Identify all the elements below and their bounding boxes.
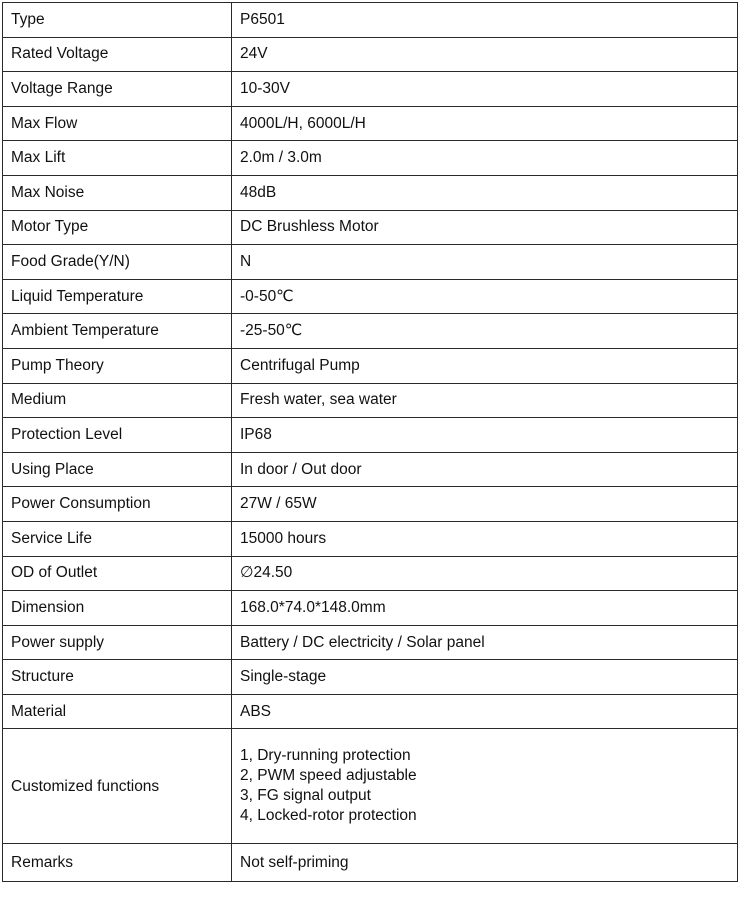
spec-label: Power Consumption — [3, 487, 232, 522]
spec-row-power-supply — [3, 625, 738, 660]
spec-label: Type — [3, 3, 232, 38]
spec-value: 168.0*74.0*148.0mm — [232, 591, 738, 626]
spec-value: 10-30V — [232, 72, 738, 107]
spec-label: Max Noise — [3, 175, 232, 210]
list-item: 4, Locked-rotor protection — [240, 807, 417, 825]
spec-label: Food Grade(Y/N) — [3, 245, 232, 280]
spec-value-list — [232, 729, 738, 844]
list-item: 2, PWM speed adjustable — [240, 767, 417, 785]
spec-value: 2.0m / 3.0m — [232, 141, 738, 176]
spec-row-service-life — [3, 521, 738, 556]
spec-label: Customized functions — [3, 729, 232, 844]
spec-value: In door / Out door — [232, 452, 738, 487]
spec-value: Battery / DC electricity / Solar panel — [232, 625, 738, 660]
spec-value: -25-50℃ — [232, 314, 738, 349]
spec-label: Liquid Temperature — [3, 279, 232, 314]
spec-label: Remarks — [3, 844, 232, 882]
spec-value: Fresh water, sea water — [232, 383, 738, 418]
spec-row-customized-functions — [3, 729, 738, 844]
spec-value: DC Brushless Motor — [232, 210, 738, 245]
spec-value: ∅24.50 — [232, 556, 738, 591]
spec-label: Protection Level — [3, 418, 232, 453]
spec-row-od-of-outlet — [3, 556, 738, 591]
spec-value: -0-50℃ — [232, 279, 738, 314]
spec-row-max-lift — [3, 141, 738, 176]
spec-value: Centrifugal Pump — [232, 348, 738, 383]
spec-value: Not self-priming — [232, 844, 738, 882]
spec-value: 15000 hours — [232, 521, 738, 556]
spec-label: Pump Theory — [3, 348, 232, 383]
spec-label: Power supply — [3, 625, 232, 660]
spec-row-using-place — [3, 452, 738, 487]
spec-row-food-grade — [3, 245, 738, 280]
spec-row-pump-theory — [3, 348, 738, 383]
spec-label: Voltage Range — [3, 72, 232, 107]
spec-label: Using Place — [3, 452, 232, 487]
spec-value: P6501 — [232, 3, 738, 38]
list-item: 3, FG signal output — [240, 787, 371, 805]
spec-label: OD of Outlet — [3, 556, 232, 591]
spec-label: Service Life — [3, 521, 232, 556]
spec-row-max-flow — [3, 106, 738, 141]
spec-label: Rated Voltage — [3, 37, 232, 72]
spec-label: Material — [3, 694, 232, 729]
spec-label: Max Lift — [3, 141, 232, 176]
spec-value: IP68 — [232, 418, 738, 453]
spec-row-liquid-temperature — [3, 279, 738, 314]
spec-value: Single-stage — [232, 660, 738, 695]
spec-label: Max Flow — [3, 106, 232, 141]
spec-label: Motor Type — [3, 210, 232, 245]
spec-label: Dimension — [3, 591, 232, 626]
spec-row-rated-voltage — [3, 37, 738, 72]
spec-row-power-consumption — [3, 487, 738, 522]
spec-row-voltage-range — [3, 72, 738, 107]
spec-row-structure — [3, 660, 738, 695]
list-item: 1, Dry-running protection — [240, 747, 411, 765]
customized-functions-list — [240, 746, 737, 826]
spec-label: Structure — [3, 660, 232, 695]
spec-table — [2, 2, 738, 882]
spec-value: 24V — [232, 37, 738, 72]
spec-row-motor-type — [3, 210, 738, 245]
spec-label: Ambient Temperature — [3, 314, 232, 349]
spec-row-medium — [3, 383, 738, 418]
spec-row-type — [3, 3, 738, 38]
spec-row-protection-level — [3, 418, 738, 453]
spec-row-max-noise — [3, 175, 738, 210]
spec-value: N — [232, 245, 738, 280]
spec-value: 4000L/H, 6000L/H — [232, 106, 738, 141]
spec-row-remarks — [3, 844, 738, 882]
spec-row-material — [3, 694, 738, 729]
spec-label: Medium — [3, 383, 232, 418]
spec-row-ambient-temperature — [3, 314, 738, 349]
spec-value: 27W / 65W — [232, 487, 738, 522]
spec-value: 48dB — [232, 175, 738, 210]
spec-value: ABS — [232, 694, 738, 729]
spec-row-dimension — [3, 591, 738, 626]
spec-sheet — [2, 2, 737, 912]
